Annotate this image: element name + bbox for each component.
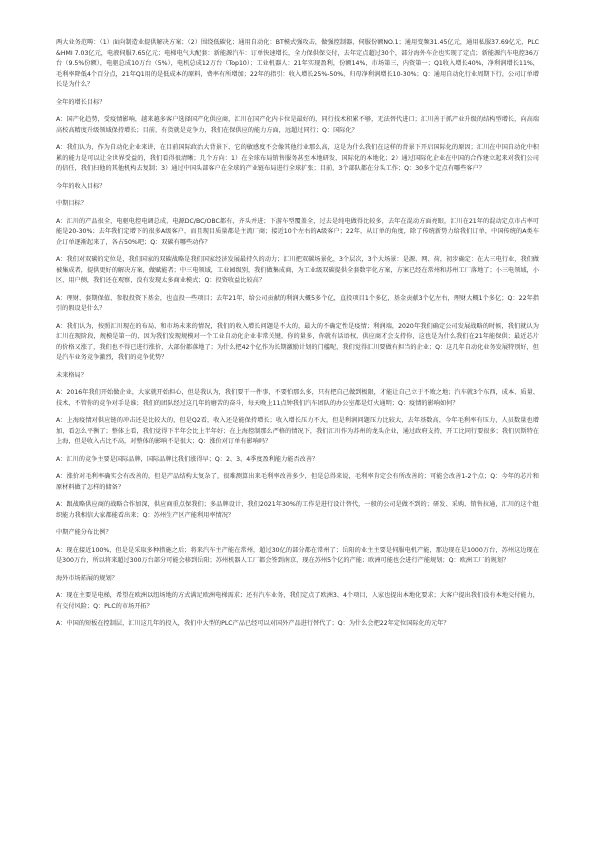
section-heading: 未来格局？ bbox=[56, 371, 87, 379]
paragraph: A：汇川的产品很全，电驱电控电调总成，电源DC/BC/OBC都有，齐头并进；下游车型覆盖全，过去是纯电做得比较多，去年在混动方面亮眼，汇川在21年的混动定点市占率可能是20-30%；去年我们定增下的很多A级客户，而且现目质量都是主流厂商；接近10个左右的A级客户；22年，从订单的角度，除了传统新势力给我们订单，中国传统的A类车企订单逐渐起来了，各占50%吧；Q：双碳有哪些动作？ bbox=[56, 217, 539, 246]
paragraph: A：现在接近100%，但是是采取多种措施之后；将来汽车主产能在常州，超过30亿的部分都在常州了；岳阳的业主主要是伺服电机产能，那边现在是1000万台，苏州这边现在是300万台，所以将来超过300万台部分可能会移到岳阳；苏州机器人工厂都会签到南京，现在苏州5个亿的产能；欧洲可能也会进行产能规划；Q：欧洲工厂的规划？ bbox=[56, 546, 539, 564]
section-heading: 中期产能分布比例？ bbox=[56, 529, 112, 536]
paragraph: A：上海疫情对供应链的冲击还是比较大的，但是Q2看，收入还是能保持增长；收入增长压力不大，但是利润问题压力比较大，去年基数高，今年毛利率有压力，人员数量也增加，看怎么平衡了；整体上看，我们觉得下半年会比上半年好；在上海控制那么严格的情况下，我们汇川作为苏州的龙头企业，通过政府支持，开工比同行要很多；我们贝斯特在上海，但是收入占比不高，对整体的影响不是很大；Q：涨价对订单有影响吗？ bbox=[56, 417, 539, 445]
paragraph: A：国产化趋势，受疫情影响，越来越多客户选择国产化供应商，汇川在国产化内卡位是最好的，同行技术积累不够，无法替代进口；汇川善于抓产业升级的结构型增长，向高端高校高精度升级领域保持增长；目前，有货就是竞争力，我们在保供应的能力方面，远超过同行；Q：国际化？ bbox=[56, 116, 539, 134]
paragraph: A：现在主要是电梯，希望在欧洲以纽场地的方式满足欧洲电梯需求；还有汽车业务，我们定点了欧洲3、4个项目，人家也提出本地化要求；大客户提出我们没有本地交付能力，有交付风险；Q：PLC的市场开拓？ bbox=[56, 592, 539, 610]
section-heading: 全年的增长目标？ bbox=[56, 98, 106, 106]
paragraph: A：汇川的竞争主要是国际品牌，国际品牌比我们涨得早；Q：2、3、4季度盈利能力能否改善？ bbox=[56, 455, 319, 463]
paragraph: A：涨价对毛利率确实会有改善的，但是产品结构太复杂了，很难测算出来毛利率改善多少，但是总得来说，毛利率肯定会有所改善的；可能会改善1-2个点；Q：今年的芯片和原材料做了怎样的储备？ bbox=[56, 473, 539, 491]
paragraph: 两大业务范畴：（1）面向制造业提供解决方案；（2）围绕低碳化；通用自动化：BT模式强攻击，做强控制器，伺服份额NO.1；通用变频31.45亿元，通用私服37.69亿元，PLC&HMI 7.03亿元，电液伺服7.65亿元；电梯电气大配套：新能源汽车：订单快速增长，全力保供保交付，去年定点超过30个，部分海外车企也实现了定点；新能源汽车电控36万台（9.5%份额），电驱总成10万台（5%），电机总成12万台（Top10）；工业机器人：21年实现盈利，份额14%，市场第三，内资第一；Q1收入增长40%，净利润增长11%，毛利率降低4个百分点，21年Q1用的是低成本的原料，费率有所增加；22年的指引：收入增长25%-50%，归母净利润增长10-30%；Q：通用自动化行业周期下行，公司订单增长是为什么？ bbox=[56, 39, 539, 88]
paragraph: A：2016年我们开始做企业，大家就开始担心，但是我认为，我们要干一件事，不要怕那么多，只有把自己做到极限，才能让自己立于不败之地；汽车就3个东西，成本、质量、技术，不管你的竞争对手是谁；我们的团队经过这几年的磨苦的奋斗，每天晚上11点钟我们汽车团队的办公室都是灯火通明；Q：疫情的影响如何？ bbox=[56, 389, 539, 407]
paragraph: A：我们认为，按照汇川现在的布局，和市场未来的情况，我们的收入增长问题是不大的，最大的不确定性是疫情；利润端，2020年我们确定公司发展战略的时候，我们就认为汇川在现阶段，规模是第一的，因为我们发现规模对一个工业自动化企业非常关键，你的量多，你就有话语权，供应商才会支持你，这也是为什么我们在21年能保供；最近芯片的价格又涨了，我们也不得已进行涨价，大部份都落地了；为什么把42个亿作为长期激励计划的门槛呢，我们觉得汇川要做有担当的企业；Q：这几年自动化业务发展特别好，但是汽车业务竞争激烈，我们的竞争优势？ bbox=[56, 322, 539, 361]
section-heading: 今年的收入目标？ bbox=[56, 182, 106, 190]
paragraph: A：我们对双碳的定位是，我们国家的双碳战略是我们国家经济发展最持久的动力；汇川把双碳场景化，3个层次，3个大场景：是源、网、荷，初步确定：在大三电行业，我们做被集成者，提供更好的解决方案，做赋能者；中三电领域，工业园级别，我们做集成商，为工业级双碳提供全套数字化方案，方案已经在常州和苏州工厂落地了；小三电领域，小区、用户侧，我们还在观察，没有发现太多商业模式；Q：投资收益比较高？ bbox=[56, 256, 539, 284]
paragraph: A：中国的短板在控制层，汇川这几年的投入，我们中大型的PLC产品已经可以对国外产品进行替代了；Q：为什么会把22年定位国际化的元年？ bbox=[56, 620, 450, 627]
paragraph: A：我们认为，作为自动化企业来讲，在目前国际政治大背景下，它的敏感度不会像其他行业那么高，这是为什么我们在这样的背景下开启国际化的原因；汇川在中国自动化中积累的能力是可以让全世界受益的，我们看得很清晰；几个方向：1）在全球布局销售服务甚至本地研发，国际化的本地化；2）通过国际化企业在中国的合作建立起来对我们公司的信任，我们扫他的其他机构去复制；3）通过中国头部客户在全球的产业链布局进行全球扩张；目前，3个部队都在分头工作；Q：30多个定点有哪些客户？ bbox=[56, 144, 539, 172]
paragraph: A：理财、套期保值、参股投资下基金，也直投一些项目；去年21年，给公司贡献的利润大概5多个亿，直投项目1个多亿，基金贡献3个亿左右，理财大概1个多亿；Q：22年指引的假设是什么？ bbox=[56, 294, 539, 312]
section-heading: 海外市场拓展的规划？ bbox=[56, 574, 118, 582]
section-heading: 中期目标？ bbox=[56, 200, 87, 207]
paragraph: A：跟战略供应商的战略合作加深，供应商重点保我们；多品牌设计，我们2021年30%的工作是进行设计替代，一般的公司是做不到的；研发、采购、销售拉通，汇川的这个组织能力我相信大家都能看出来；Q：苏州生产区产能利用率情况？ bbox=[56, 501, 539, 519]
